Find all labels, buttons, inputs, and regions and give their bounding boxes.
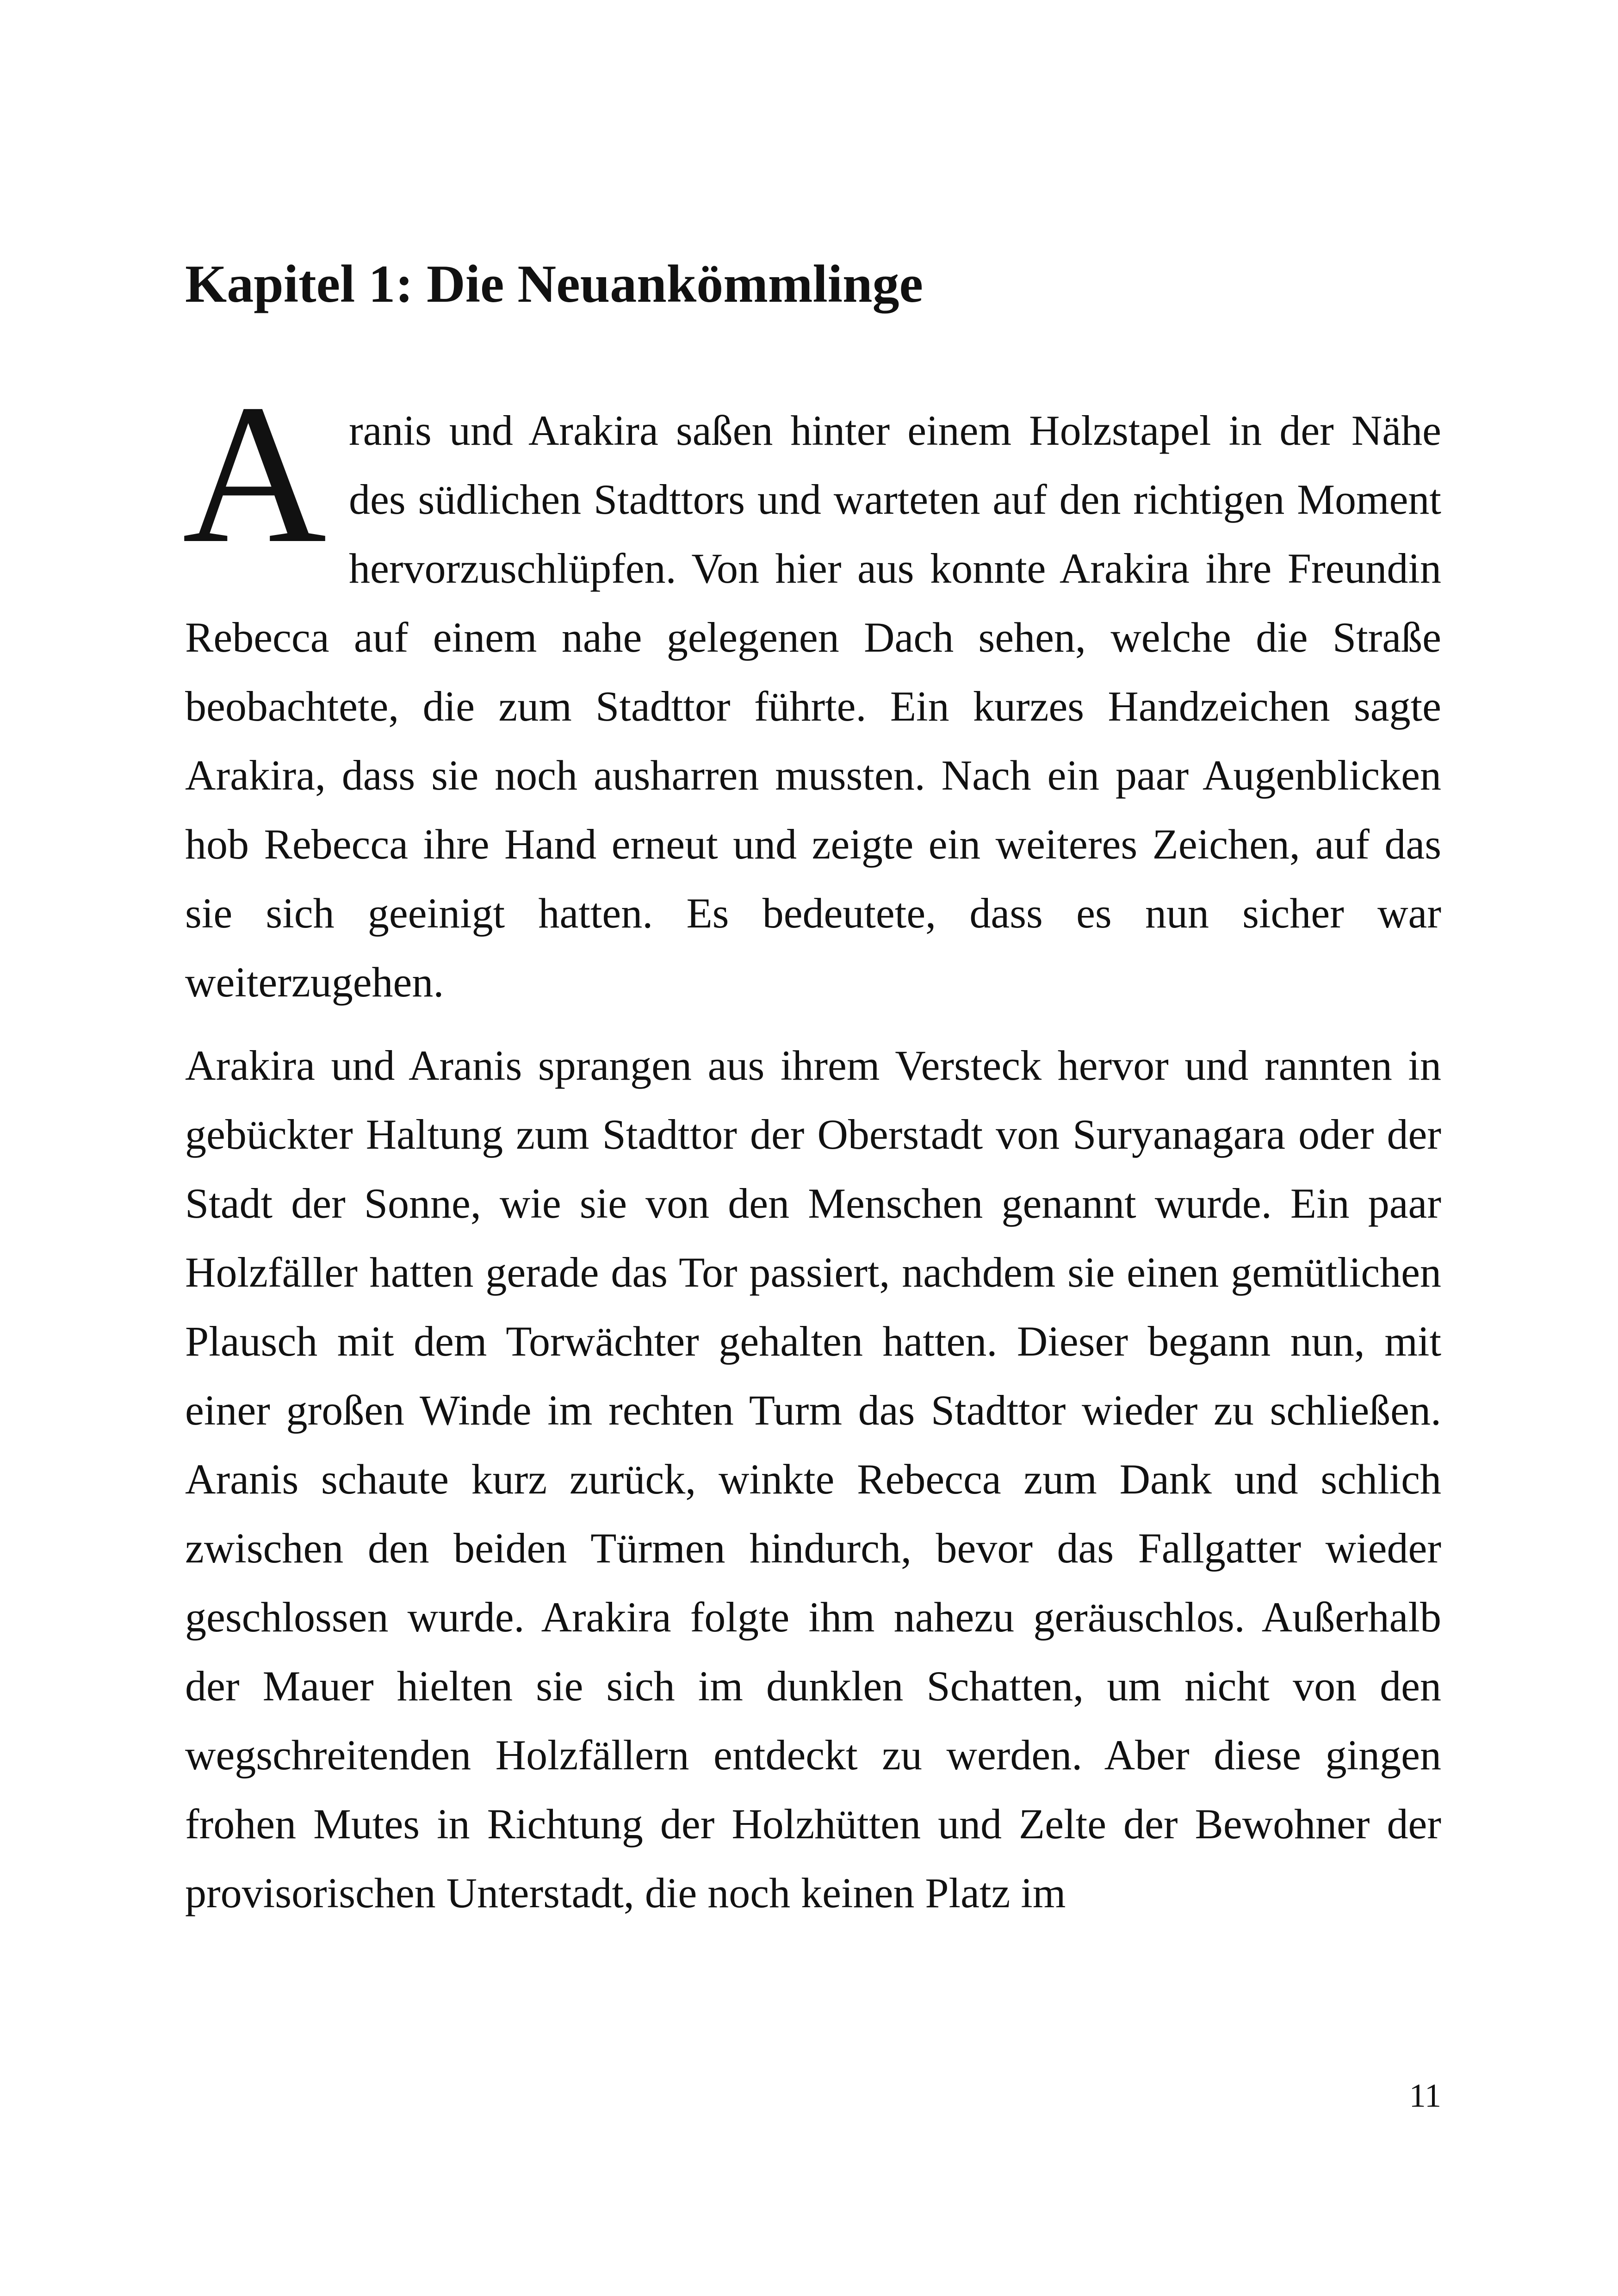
page-number: 11 — [1409, 2077, 1441, 2114]
paragraph-1 — [182, 363, 1441, 1017]
drop-cap: A — [182, 363, 327, 585]
paragraph-1-text: ranis und Arakira saßen hinter einem Holzstapel in der Nähe des südlichen Stadttors und warteten auf den richtigen Moment hervorzuschlüpfen. Von hier aus konnte Arakira ihre Freundin Rebecca auf einem nahe gelegenen Dach sehen, welche die Straße beobachtete, die zum Stadttor führte. Ein kurzes Handzeichen sagte Arakira, dass sie noch ausharren mussten. Nach ein paar Augenblicken hob Rebecca ihre Hand erneut und zeigte ein weiteres Zeichen, auf das sie sich geeinigt hatten. Es bedeutete, dass es nun sicher war weiterzugehen. — [185, 407, 1441, 1006]
chapter-title: Kapitel 1: Die Neuankömmlinge — [185, 255, 923, 314]
paragraph-2: Arakira und Aranis sprangen aus ihrem Versteck hervor und rannten in gebückter Haltung zum Stadttor der Oberstadt von Suryanagara oder der Stadt der Sonne, wie sie von den Menschen genannt wurde. Ein paar Holzfäller hatten gerade das Tor passiert, nachdem sie einen gemütlichen Plausch mit dem Torwächter gehalten hatten. Dieser begann nun, mit einer großen Winde im rechten Turm das Stadttor wieder zu schließen. Aranis schaute kurz zurück, winkte Rebecca zum Dank und schlich zwischen den beiden Türmen hindurch, bevor das Fallgatter wieder geschlossen wurde. Arakira folgte ihm nahezu geräuschlos. Außerhalb der Mauer hielten sie sich im dunklen Schatten, um nicht von den wegschreitenden Holzfällern entdeckt zu werden. Aber diese gingen frohen Mutes in Richtung der Holzhütten und Zelte der Bewohner der provisorischen Unterstadt, die noch keinen Platz im — [185, 1042, 1441, 1916]
